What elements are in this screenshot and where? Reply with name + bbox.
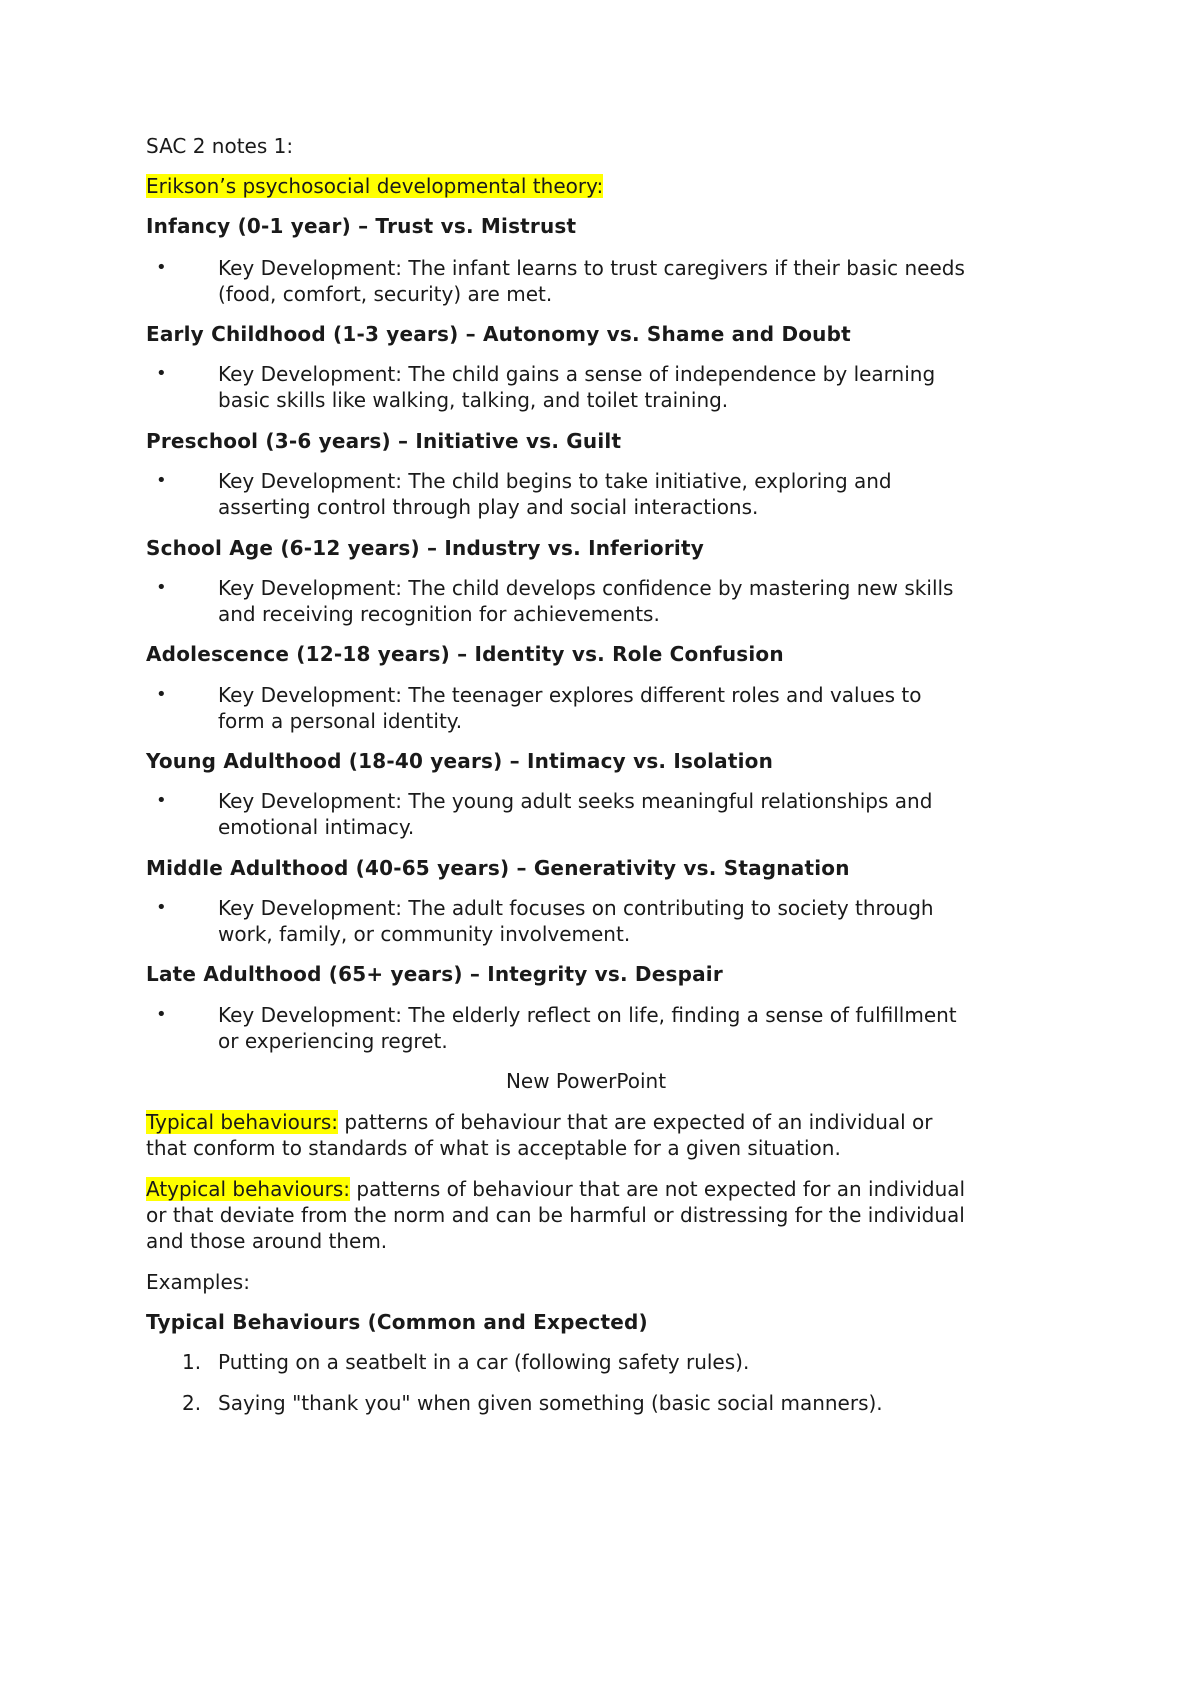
stage-heading-school-age: School Age (6-12 years) – Industry vs. Inferiority	[146, 536, 704, 560]
bullet-line: (food, comfort, security) are met.	[218, 282, 553, 306]
item-text: Putting on a seatbelt in a car (following safety rules).	[218, 1350, 750, 1374]
bullet-icon: •	[156, 257, 167, 278]
atypical-definition	[146, 1175, 965, 1203]
atypical-definition-cont2: and those around them.	[146, 1229, 388, 1253]
bullet-icon: •	[156, 363, 167, 384]
bullet-line: Key Development: The child develops confidence by mastering new skills	[218, 576, 954, 600]
bullet-line: Key Development: The teenager explores different roles and values to	[218, 683, 922, 707]
stage-heading-infancy: Infancy (0-1 year) – Trust vs. Mistrust	[146, 214, 577, 238]
bullet-line: asserting control through play and social interactions.	[218, 495, 759, 519]
examples-label: Examples:	[146, 1270, 250, 1294]
atypical-definition-cont: or that deviate from the norm and can be harmful or distressing for the individual	[146, 1203, 965, 1227]
typical-term: Typical behaviours:	[146, 1110, 338, 1134]
doc-title: SAC 2 notes 1:	[146, 134, 294, 158]
bullet-line: Key Development: The elderly reflect on life, finding a sense of fulfillment	[218, 1003, 957, 1027]
stage-heading-preschool: Preschool (3-6 years) – Initiative vs. Guilt	[146, 429, 622, 453]
new-powerpoint-label: New PowerPoint	[505, 1069, 667, 1093]
bullet-line: and receiving recognition for achievements.	[218, 602, 660, 626]
bullet-line: emotional intimacy.	[218, 815, 415, 839]
typical-definition-cont: that conform to standards of what is acceptable for a given situation.	[146, 1136, 841, 1160]
definition-text: patterns of behaviour that are not expected for an individual	[350, 1177, 966, 1201]
bullet-icon: •	[156, 1004, 167, 1025]
bullet-icon: •	[156, 897, 167, 918]
stage-heading-middle-adulthood: Middle Adulthood (40-65 years) – Generativity vs. Stagnation	[146, 856, 850, 880]
bullet-icon: •	[156, 790, 167, 811]
bullet-line: Key Development: The young adult seeks meaningful relationships and	[218, 789, 933, 813]
bullet-line: basic skills like walking, talking, and toilet training.	[218, 388, 729, 412]
definition-text: patterns of behaviour that are expected of an individual or	[337, 1110, 933, 1134]
bullet-icon: •	[156, 684, 167, 705]
item-text: Saying "thank you" when given something (basic social manners).	[218, 1391, 883, 1415]
theory-heading	[146, 172, 603, 200]
atypical-term: Atypical behaviours:	[146, 1177, 351, 1201]
bullet-line: Key Development: The child begins to take initiative, exploring and	[218, 469, 892, 493]
bullet-line: work, family, or community involvement.	[218, 922, 631, 946]
bullet-icon: •	[156, 470, 167, 491]
bullet-line: Key Development: The infant learns to trust caregivers if their basic needs	[218, 256, 965, 280]
item-number: 1.	[182, 1350, 202, 1374]
stage-heading-young-adulthood: Young Adulthood (18-40 years) – Intimacy vs. Isolation	[146, 749, 774, 773]
typical-definition	[146, 1108, 933, 1136]
typical-examples-heading: Typical Behaviours (Common and Expected)	[146, 1310, 648, 1334]
bullet-line: form a personal identity.	[218, 709, 463, 733]
stage-heading-adolescence: Adolescence (12-18 years) – Identity vs. Role Confusion	[146, 642, 784, 666]
bullet-icon: •	[156, 577, 167, 598]
highlighted-theory-heading: Erikson’s psychosocial developmental theory:	[146, 174, 604, 198]
bullet-line: or experiencing regret.	[218, 1029, 448, 1053]
item-number: 2.	[182, 1391, 202, 1415]
stage-heading-late-adulthood: Late Adulthood (65+ years) – Integrity vs. Despair	[146, 962, 723, 986]
stage-heading-early-childhood: Early Childhood (1-3 years) – Autonomy vs. Shame and Doubt	[146, 322, 851, 346]
bullet-line: Key Development: The child gains a sense of independence by learning	[218, 362, 936, 386]
bullet-line: Key Development: The adult focuses on contributing to society through	[218, 896, 934, 920]
